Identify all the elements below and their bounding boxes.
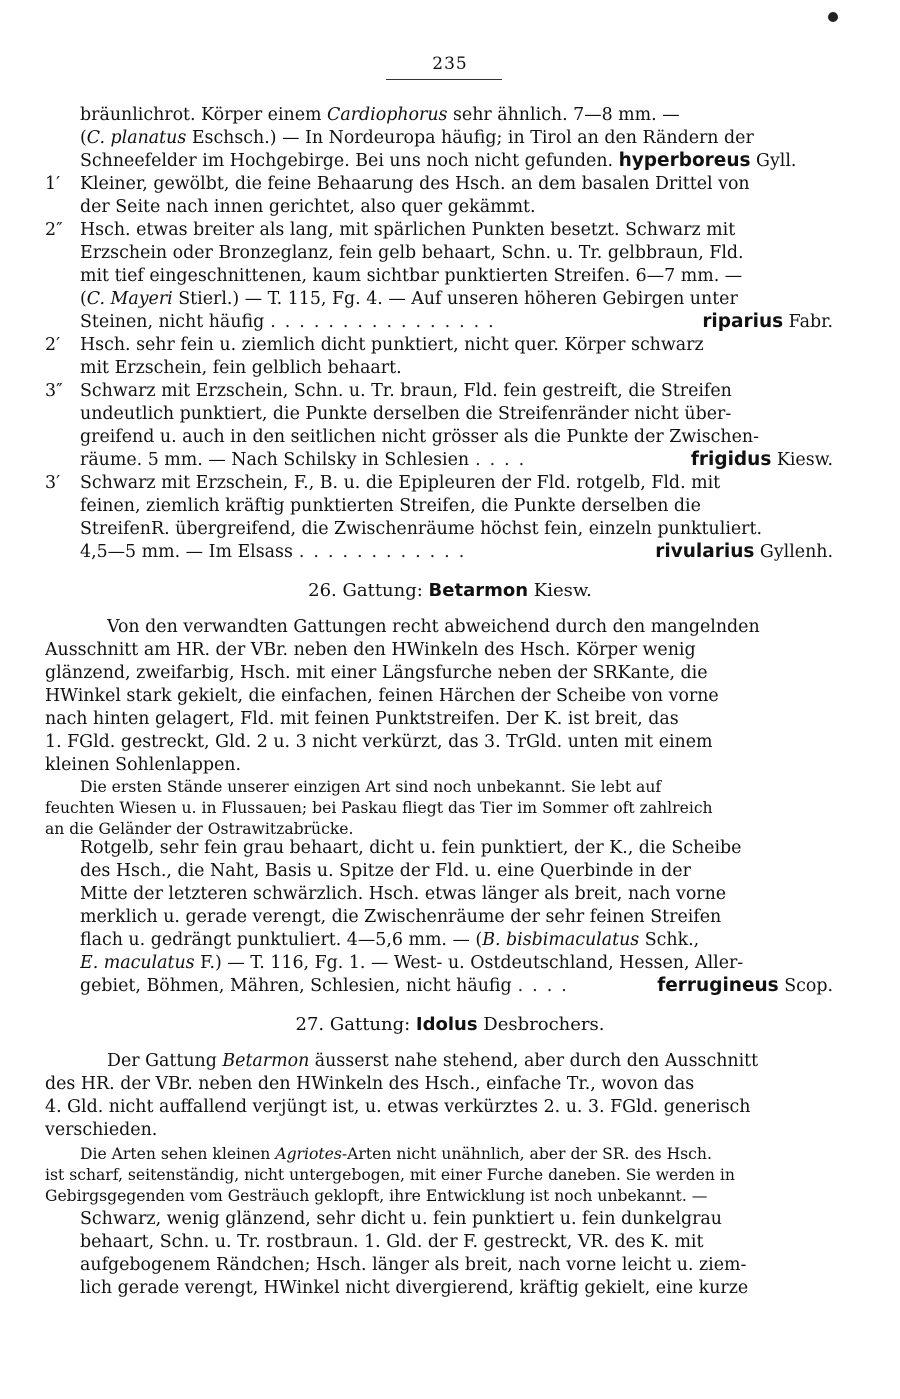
couplet-number: 3′ — [45, 473, 61, 493]
genus26-p2-line-1: Die ersten Stände unserer einzigen Art sind noch unbekannt. Sie lebt auf — [80, 778, 662, 796]
entry-3a-line-1: Schwarz mit Erzschein, Schn. u. Tr. braun, Fld. fein gestreift, die Streifen — [80, 381, 732, 401]
entry-3b-line-2: feinen, ziemlich kräftig punktierten Streifen, die Punkte derselben die — [80, 496, 701, 516]
genus26-desc-line-1: Rotgelb, sehr fein grau behaart, dicht u. fein punktiert, der K., die Scheibe — [80, 838, 742, 858]
leader-dots: ............ — [298, 542, 474, 562]
entry-3a-line-4: räume. 5 mm. — Nach Schilsky in Schlesien .... frigidus Kiesw. — [80, 449, 833, 470]
entry-3b-line-1: Schwarz mit Erzschein, F., B. u. die Epipleuren der Fld. rotgelb, Fld. mit — [80, 473, 721, 493]
entry-3b-line-4: 4,5—5 mm. — Im Elsass ............ rivularius Gyllenh. — [80, 541, 833, 562]
entry-2a-line-1: Hsch. etwas breiter als lang, mit spärlichen Punkten besetzt. Schwarz mit — [80, 220, 736, 240]
species-name: hyperboreus — [618, 150, 751, 171]
entry-a-line-2: (C. planatus Eschsch.) — In Nordeuropa häufig; in Tirol an den Rändern der — [80, 128, 754, 148]
genus26-p1-line-7: kleinen Sohlenlappen. — [45, 755, 242, 775]
genus27-p2-line-2: ist scharf, seitenständig, nicht untergebogen, mit einer Furche daneben. Sie werden in — [45, 1166, 735, 1184]
entry-2a-line-2: Erzschein oder Bronzeglanz, fein gelb behaart, Schn. u. Tr. gelbbraun, Fld. — [80, 243, 744, 263]
genus26-desc-line-3: Mitte der letzteren schwärzlich. Hsch. etwas länger als breit, nach vorne — [80, 884, 727, 904]
leader-dots: .... — [517, 976, 576, 996]
page-number: 235 — [432, 54, 468, 74]
ink-speck — [828, 12, 838, 22]
couplet-number: 1′ — [45, 174, 61, 194]
genus26-desc-line-2: des Hsch., die Naht, Basis u. Spitze der Fld. u. eine Querbinde in der — [80, 861, 691, 881]
genus27-p1-line-1: Der Gattung Betarmon äusserst nahe stehend, aber durch den Ausschnitt — [107, 1051, 759, 1071]
genus26-desc-line-4: merklich u. gerade verengt, die Zwischenräume der sehr feinen Streifen — [80, 907, 722, 927]
genus27-p1-line-3: 4. Gld. nicht auffallend verjüngt ist, u. etwas verkürztes 2. u. 3. FGld. generisch — [45, 1097, 751, 1117]
genus-heading-26: 26. Gattung: Betarmon Kiesw. — [308, 580, 592, 601]
leader-dots: ................ — [270, 312, 503, 332]
genus27-desc-line-1: Schwarz, wenig glänzend, sehr dicht u. fein punktiert u. fein dunkelgrau — [80, 1209, 722, 1229]
genus26-p2-line-2: feuchten Wiesen u. in Flussauen; bei Paskau fliegt das Tier im Sommer oft zahlreich — [45, 799, 713, 817]
genus26-p1-line-2: Ausschnitt am HR. der VBr. neben den HWinkeln des Hsch. Körper wenig — [45, 640, 696, 660]
genus27-p1-line-2: des HR. der VBr. neben den HWinkeln des Hsch., einfache Tr., wovon das — [45, 1074, 695, 1094]
genus26-desc-line-5: flach u. gedrängt punktuliert. 4—5,6 mm. — (B. bisbimaculatus Schk., — [80, 930, 700, 950]
header-rule — [386, 79, 502, 80]
genus26-p2-line-3: an die Geländer der Ostrawitzabrücke. — [45, 820, 354, 838]
genus27-p1-line-4: verschieden. — [45, 1120, 158, 1140]
couplet-number: 3″ — [45, 381, 63, 401]
species-name: rivularius — [655, 541, 755, 562]
genus27-desc-line-2: behaart, Schn. u. Tr. rostbraun. 1. Gld. der F. gestreckt, VR. des K. mit — [80, 1232, 704, 1252]
species-name: ferrugineus — [657, 975, 779, 996]
entry-2b-line-2: mit Erzschein, fein gelblich behaart. — [80, 358, 402, 378]
species-name: frigidus — [690, 449, 772, 470]
genus26-p1-line-4: HWinkel stark gekielt, die einfachen, feinen Härchen der Scheibe von vorne — [45, 686, 719, 706]
entry-2a-line-3: mit tief eingeschnittenen, kaum sichtbar punktierten Streifen. 6—7 mm. — — [80, 266, 743, 286]
entry-2a-line-5: Steinen, nicht häufig ................ riparius Fabr. — [80, 311, 833, 332]
entry-3a-line-3: greifend u. auch in den seitlichen nicht grösser als die Punkte der Zwischen- — [80, 427, 759, 447]
genus-name: Idolus — [415, 1014, 478, 1035]
species-name: riparius — [702, 311, 784, 332]
entry-2a-line-4: (C. Mayeri Stierl.) — T. 115, Fg. 4. — Auf unseren höheren Gebirgen unter — [80, 289, 738, 309]
entry-a-line-3: Schneefelder im Hochgebirge. Bei uns noch nicht gefunden. hyperboreus Gyll. — [80, 150, 797, 171]
genus26-p1-line-3: glänzend, zweifarbig, Hsch. mit einer Längsfurche neben der SRKante, die — [45, 663, 708, 683]
genus-heading-27: 27. Gattung: Idolus Desbrochers. — [295, 1014, 605, 1035]
genus26-p1-line-5: nach hinten gelagert, Fld. mit feinen Punktstreifen. Der K. ist breit, das — [45, 709, 679, 729]
entry-1b-line-2: der Seite nach innen gerichtet, also quer gekämmt. — [80, 197, 536, 217]
entry-3b-line-3: StreifenR. übergreifend, die Zwischenräume höchst fein, einzeln punktuliert. — [80, 519, 762, 539]
leader-dots: .... — [475, 450, 534, 470]
genus26-p1-line-6: 1. FGld. gestreckt, Gld. 2 u. 3 nicht verkürzt, das 3. TrGld. unten mit einem — [45, 732, 713, 752]
genus27-desc-line-4: lich gerade verengt, HWinkel nicht divergierend, kräftig gekielt, eine kurze — [80, 1278, 749, 1298]
genus27-p2-line-3: Gebirgsgegenden vom Gesträuch geklopft, ihre Entwicklung ist noch unbekannt. — — [45, 1187, 708, 1205]
entry-2b-line-1: Hsch. sehr fein u. ziemlich dicht punktiert, nicht quer. Körper schwarz — [80, 335, 704, 355]
genus26-desc-line-6: E. maculatus F.) — T. 116, Fg. 1. — West- u. Ostdeutschland, Hessen, Aller- — [80, 953, 744, 973]
entry-a-line-1: bräunlichrot. Körper einem Cardiophorus sehr ähnlich. 7—8 mm. — — [80, 105, 680, 125]
genus27-p2-line-1: Die Arten sehen kleinen Agriotes-Arten nicht unähnlich, aber der SR. des Hsch. — [80, 1145, 712, 1163]
genus26-desc-line-7: gebiet, Böhmen, Mähren, Schlesien, nicht häufig .... ferrugineus Scop. — [80, 975, 833, 996]
genus-name: Betarmon — [428, 580, 529, 601]
entry-1b-line-1: Kleiner, gewölbt, die feine Behaarung des Hsch. an dem basalen Drittel von — [80, 174, 750, 194]
couplet-number: 2′ — [45, 335, 61, 355]
couplet-number: 2″ — [45, 220, 63, 240]
genus26-p1-line-1: Von den verwandten Gattungen recht abweichend durch den mangelnden — [107, 617, 760, 637]
genus27-desc-line-3: aufgebogenem Rändchen; Hsch. länger als breit, nach vorne leicht u. ziem- — [80, 1255, 747, 1275]
entry-3a-line-2: undeutlich punktiert, die Punkte derselben die Streifenränder nicht über- — [80, 404, 732, 424]
